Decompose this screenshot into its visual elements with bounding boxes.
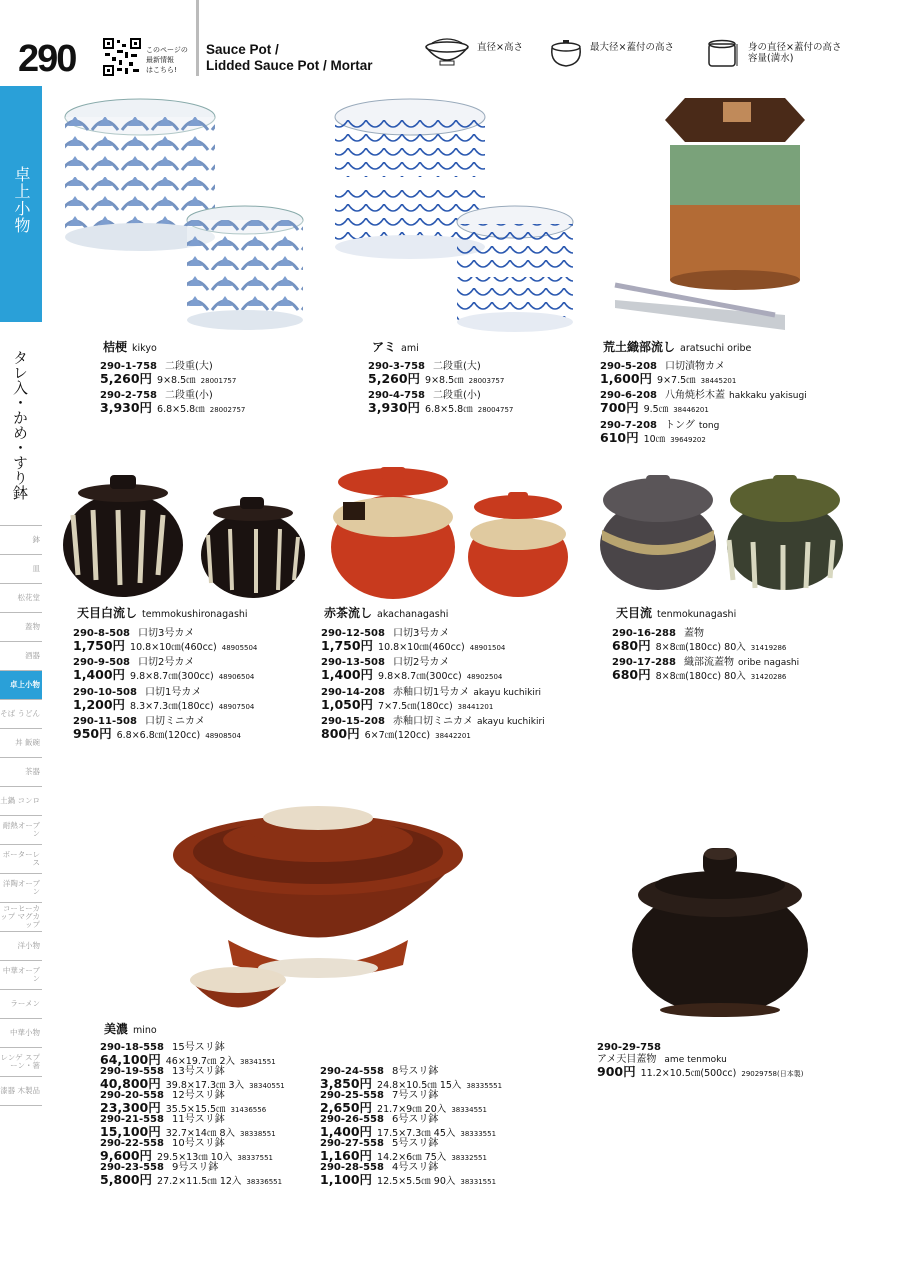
index-tab-hachi[interactable]: 鉢 bbox=[0, 525, 42, 554]
product-item: 290-5-208 口切漬物カメ 1,600円 9×7.5㎝ 38445201 bbox=[600, 361, 737, 386]
product-item: 290-1-758 二段重(大) 5,260円 9×8.5㎝ 28001757 bbox=[100, 361, 237, 386]
temmoku-shiro-jars-image bbox=[58, 465, 318, 600]
group-title-temmokunagashi: 天目流 tenmokunagashi bbox=[616, 606, 737, 620]
product-item: 290-2-758 二段重(小) 3,930円 6.8×5.8㎝ 28002757 bbox=[100, 390, 246, 415]
index-tab-renge[interactable]: レンゲ スプーン・箸 bbox=[0, 1047, 42, 1076]
index-tab-donburi[interactable]: 丼 飯碗 bbox=[0, 728, 42, 757]
legend-bowl: 直径×高さ bbox=[477, 42, 523, 53]
lidded-pot-dimension-icon bbox=[548, 36, 584, 68]
product-item: 290-19-558 13号スリ鉢 40,800円 39.8×17.3㎝ 3入 38340551 bbox=[100, 1066, 285, 1091]
page-title: Sauce Pot / Lidded Sauce Pot / Mortar bbox=[206, 42, 373, 73]
kikyo-stacked-pots-image bbox=[60, 92, 310, 337]
product-item: 290-17-288 織部流蓋物 oribe nagashi 680円 8×8㎝(180cc) 80入 31420286 bbox=[612, 657, 800, 682]
qr-code[interactable] bbox=[103, 38, 141, 76]
mino-mortar-set-image bbox=[168, 790, 468, 1030]
index-tab-futamono[interactable]: 蓋物 bbox=[0, 612, 42, 641]
ame-tenmoku-lidded-pot-image bbox=[625, 840, 815, 1020]
ami-stacked-pots-image bbox=[330, 92, 580, 337]
index-tab-shuki[interactable]: 酒器 bbox=[0, 641, 42, 670]
index-tab-western-komono[interactable]: 洋小物 bbox=[0, 931, 42, 960]
index-tab-shikki[interactable]: 漆器 木製品 bbox=[0, 1076, 42, 1105]
product-item: 290-15-208 赤釉口切ミニカメ akayu kuchikiri 800円 6×7㎝(120cc) 38442201 bbox=[321, 716, 545, 741]
product-item: 290-14-208 赤釉口切1号カメ akayu kuchikiri 1,050円 7×7.5㎝(180cc) 38441201 bbox=[321, 687, 542, 712]
group-title-ami: アミ ami bbox=[372, 340, 419, 354]
index-tab-donabe[interactable]: 土鍋 コンロ bbox=[0, 786, 42, 815]
index-tab-chaki[interactable]: 茶器 bbox=[0, 757, 42, 786]
product-item: 290-22-558 10号スリ鉢 9,600円 29.5×13㎝ 10入 38337551 bbox=[100, 1138, 273, 1163]
product-item: 290-16-288 蓋物 680円 8×8㎝(180cc) 80入 31419286 bbox=[612, 628, 787, 653]
product-item: 290-12-508 口切3号カメ 1,750円 10.8×10㎝(460cc) 48901504 bbox=[321, 628, 506, 653]
product-item: 290-18-558 15号スリ鉢 64,100円 46×19.7㎝ 2入 38341551 bbox=[100, 1042, 276, 1067]
jar-dimension-icon bbox=[705, 36, 739, 68]
group-title-aratsuchi: 荒土織部流し aratsuchi oribe bbox=[603, 340, 752, 354]
group-title-akacha: 赤茶流し akachanagashi bbox=[324, 606, 449, 620]
index-tab-western-oven[interactable]: 洋陶オーブン bbox=[0, 873, 42, 902]
index-tab-takujo-komono[interactable]: 卓上小物 bbox=[0, 670, 42, 699]
group-title-temmoku-shiro: 天目白流し temmokushironagashi bbox=[77, 606, 248, 620]
legend-jar: 身の直径×蓋付の高さ 容量(満水) bbox=[748, 42, 842, 64]
index-tabs bbox=[0, 525, 42, 1106]
product-item: 290-25-558 7号スリ鉢 2,650円 21.7×9㎝ 20入 38334551 bbox=[320, 1090, 487, 1115]
index-tab-oven[interactable]: 耐熱オーブン bbox=[0, 815, 42, 844]
product-item: 290-26-558 6号スリ鉢 1,400円 17.5×7.3㎝ 45入 38333551 bbox=[320, 1114, 497, 1139]
product-item: 290-9-508 口切2号カメ 1,400円 9.8×8.7㎝(300cc) 48906504 bbox=[73, 657, 255, 682]
group-title-kikyo: 桔梗 kikyo bbox=[103, 340, 157, 354]
header-divider bbox=[196, 0, 199, 76]
page-number: 290 bbox=[18, 38, 76, 80]
product-item: 290-7-208 トング tong 610円 10㎝ 39649202 bbox=[600, 420, 720, 445]
product-item: 290-21-558 11号スリ鉢 15,100円 32.7×14㎝ 8入 38338551 bbox=[100, 1114, 276, 1139]
index-tab-sara[interactable]: 皿 bbox=[0, 554, 42, 583]
aratsuchi-pickle-jar-image bbox=[605, 90, 805, 335]
product-item: 290-13-508 口切2号カメ 1,400円 9.8×8.7㎝(300cc) 48902504 bbox=[321, 657, 503, 682]
product-item: 290-23-558 9号スリ鉢 5,800円 27.2×11.5㎝ 12入 38336551 bbox=[100, 1162, 283, 1187]
index-tab-ramen[interactable]: ラーメン bbox=[0, 989, 42, 1018]
product-item: 290-29-758 アメ天目蓋物 ame tenmoku 900円 11.2×10.5㎝(500cc) 29029758(日本製) bbox=[597, 1042, 804, 1079]
index-tab-borderless[interactable]: ボーターレス bbox=[0, 844, 42, 873]
group-title-mino: 美濃 mino bbox=[104, 1022, 157, 1036]
product-item: 290-27-558 5号スリ鉢 1,160円 14.2×6㎝ 75入 38332551 bbox=[320, 1138, 487, 1163]
product-item: 290-11-508 口切ミニカメ 950円 6.8×6.8㎝(120cc) 48908504 bbox=[73, 716, 241, 741]
bowl-dimension-icon bbox=[422, 33, 472, 69]
product-item: 290-28-558 4号スリ鉢 1,100円 12.5×5.5㎝ 90入 38331551 bbox=[320, 1162, 497, 1187]
subcategory-label: タレ入・かめ・すり鉢 bbox=[11, 350, 29, 500]
index-tab-shokado[interactable]: 松花堂 bbox=[0, 583, 42, 612]
temmoku-nagashi-lidded-bowls-image bbox=[598, 470, 848, 595]
index-tab-coffee-cup[interactable]: コーヒーカップ マグカップ bbox=[0, 904, 40, 929]
product-item: 290-8-508 口切3号カメ 1,750円 10.8×10㎝(460cc) 48905504 bbox=[73, 628, 258, 653]
product-item: 290-24-558 8号スリ鉢 3,850円 24.8×10.5㎝ 15入 38335551 bbox=[320, 1066, 503, 1091]
index-tab-soba-udon[interactable]: そば うどん bbox=[0, 699, 42, 728]
product-item: 290-3-758 二段重(大) 5,260円 9×8.5㎝ 28003757 bbox=[368, 361, 505, 386]
category-tab-main[interactable]: 卓上小物 bbox=[0, 86, 42, 322]
product-item: 290-20-558 12号スリ鉢 23,300円 35.5×15.5㎝ 31436556 bbox=[100, 1090, 267, 1115]
qr-note: このページの 最新情報 はこちら! bbox=[146, 46, 188, 74]
index-tab-chinese-komono[interactable]: 中華小物 bbox=[0, 1018, 42, 1047]
product-item: 290-6-208 八角焼杉木蓋 hakkaku yakisugi 700円 9.5㎝ 38446201 bbox=[600, 390, 807, 415]
product-item: 290-10-508 口切1号カメ 1,200円 8.3×7.3㎝(180cc) 48907504 bbox=[73, 687, 255, 712]
legend-lidded-pot: 最大径×蓋付の高さ bbox=[590, 42, 674, 53]
index-tab-chinese-oven[interactable]: 中華オーブン bbox=[0, 960, 42, 989]
product-item: 290-4-758 二段重(小) 3,930円 6.8×5.8㎝ 28004757 bbox=[368, 390, 514, 415]
akacha-jars-image bbox=[328, 462, 578, 602]
